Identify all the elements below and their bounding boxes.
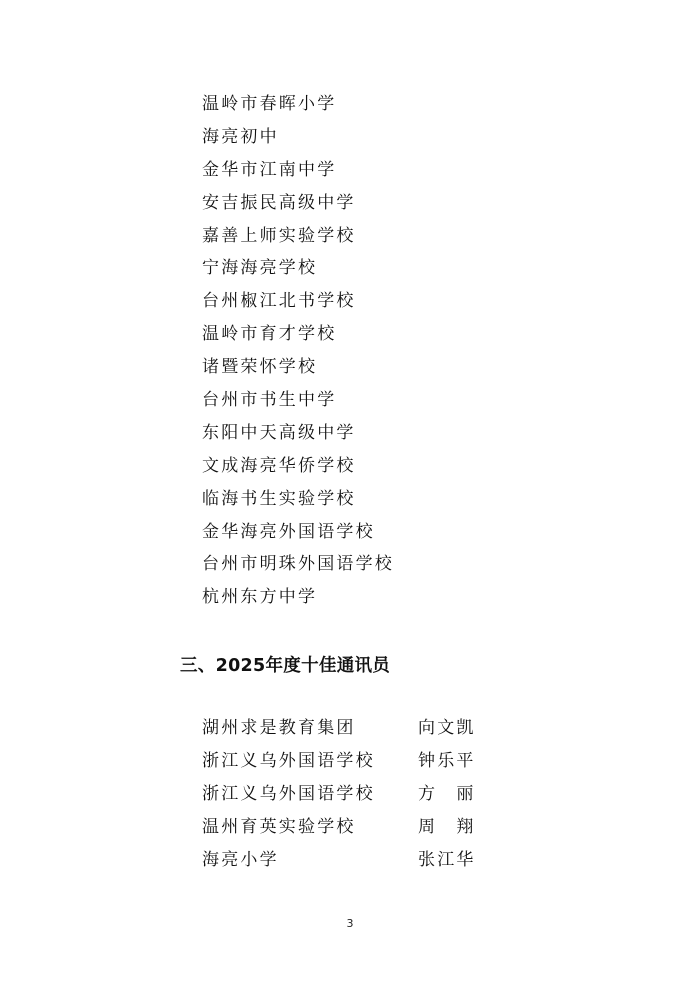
school-item: 东阳中天高级中学 — [202, 422, 356, 443]
school-item: 文成海亮华侨学校 — [202, 455, 356, 476]
correspondent-name: 张江华 — [418, 849, 476, 870]
correspondent-school: 湖州求是教育集团 — [202, 718, 356, 738]
correspondent-name: 周 翔 — [418, 816, 476, 837]
correspondent-row — [202, 780, 502, 813]
school-item: 金华海亮外国语学校 — [202, 521, 375, 542]
correspondent-row — [202, 846, 502, 879]
correspondent-name: 钟乐平 — [418, 750, 476, 771]
correspondent-school: 浙江义乌外国语学校 — [202, 783, 375, 804]
school-item: 温岭市春晖小学 — [202, 94, 337, 114]
correspondent-school: 海亮小学 — [202, 849, 279, 870]
section-heading: 三、2025年度十佳通讯员 — [180, 656, 391, 676]
school-item: 台州椒江北书学校 — [202, 291, 356, 312]
school-list — [202, 90, 394, 616]
school-item: 临海书生实验学校 — [202, 488, 356, 509]
school-item: 宁海海亮学校 — [202, 258, 318, 279]
school-item: 诸暨荣怀学校 — [202, 357, 318, 378]
school-item: 台州市明珠外国语学校 — [202, 554, 394, 575]
school-item: 嘉善上师实验学校 — [202, 225, 356, 246]
school-item: 台州市书生中学 — [202, 390, 337, 411]
page-number: 3 — [346, 917, 354, 930]
correspondent-school: 温州育英实验学校 — [202, 816, 356, 837]
school-item: 金华市江南中学 — [202, 159, 337, 180]
school-item: 杭州东方中学 — [202, 587, 318, 608]
correspondent-list — [202, 714, 502, 878]
school-item: 温岭市育才学校 — [202, 324, 337, 345]
correspondent-row — [202, 813, 502, 846]
correspondent-row — [202, 714, 502, 747]
correspondent-row — [202, 747, 502, 780]
correspondent-school: 浙江义乌外国语学校 — [202, 750, 375, 771]
correspondent-name: 向文凯 — [418, 718, 476, 738]
school-item: 安吉振民高级中学 — [202, 192, 356, 213]
correspondent-name: 方 丽 — [418, 783, 476, 804]
school-item: 海亮初中 — [202, 126, 279, 147]
